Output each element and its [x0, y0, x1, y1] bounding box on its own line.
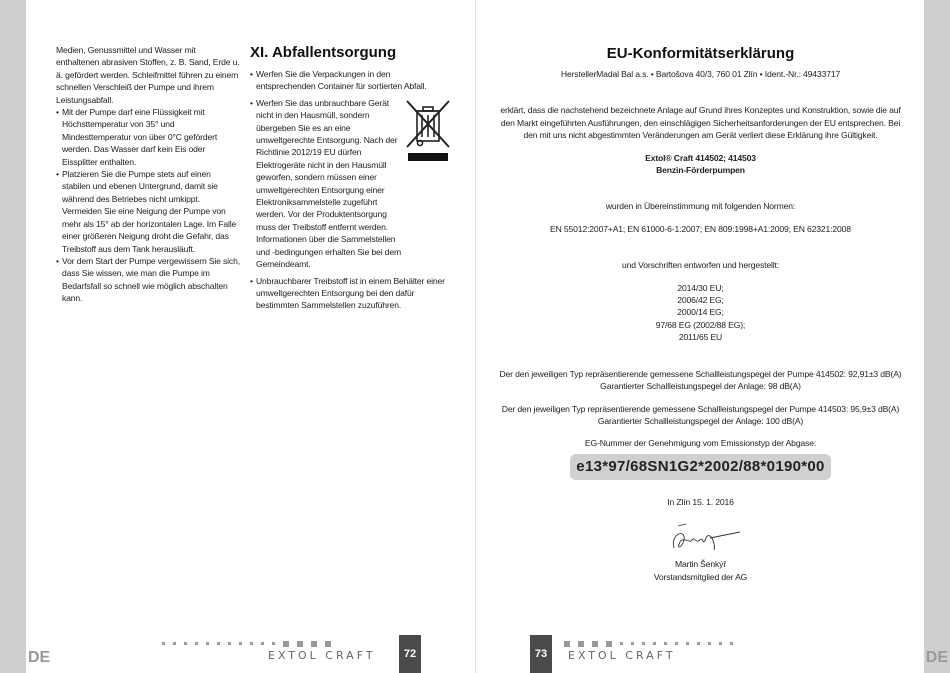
disposal-bullet-packaging: • Werfen Sie die Verpackungen in den entsprechenden Container für sortierten Abfall.	[250, 68, 450, 93]
declaration-statement: erklärt, dass die nachstehend bezeichnete Anlage auf Grund ihres Konzeptes und Konstruktion, sowie die auf den Markt eingeführten Ausführungen, den einschlägigen Sicherheitsanforderungen der EU entsprechen. Bei den mit uns nicht abgestimmten Veränderungen am Gerät verliert diese Erklärung ihre Gültigkeit.	[500, 105, 901, 141]
footer-dot	[675, 642, 678, 645]
product-name: Benzin-Förderpumpen	[656, 165, 745, 176]
language-label-right: DE	[925, 649, 948, 666]
norms-list: EN 55012:2007+A1; EN 61000-6-1:2007; EN 809:1998+A1:2009; EN 62321:2008	[550, 223, 851, 234]
emission-approval-number: e13*97/68SN1G2*2002/88*0190*00	[570, 454, 830, 480]
emission-label: EG-Nummer der Genehmigung vom Emissionstyp der Abgase:	[584, 438, 817, 449]
footer-dot	[730, 642, 733, 645]
footer-dot	[719, 642, 722, 645]
signer-name: Martin Šenkýř	[674, 559, 727, 570]
safety-bullet-placement: • Platzieren Sie die Pumpe stets auf einen stabilen und ebenen Untergrund, damit sie während des Betriebes nicht umkippt. Vermeiden Sie eine Neigung der Pumpe von mehr als 15° ab der horizontalen Lage. Im Falle einer größeren Neigung droht die Gefahr, das Treibstoff aus dem Tank herausläuft.	[56, 168, 240, 255]
footer-dots-left	[162, 641, 339, 647]
product-model: Extol® Craft 414502; 414503	[645, 152, 756, 163]
safety-bullet-shutdown: • Vor dem Start der Pumpe vergewissern Sie sich, dass Sie wissen, wie man die Pumpe im Bedarfsfall so schnell wie möglich abschalten kann.	[56, 255, 240, 305]
norms-intro: wurden in Übereinstimmung mit folgenden Normen:	[605, 201, 796, 212]
footer-dot	[261, 642, 264, 645]
language-label-left: DE	[28, 649, 51, 666]
page-73	[475, 0, 948, 673]
footer-dot	[653, 642, 656, 645]
disposal-device-text-b: müssen einer umweltgerechten Entsorgung einer Elektroniksammelstelle zugeführt werden. Vor der Produktentsorgung muss der Treibstoff entfernt werden. Informationen über die Sammelstellen und -bedingungen erhalten Sie bei dem Gemeindeamt.	[256, 172, 401, 270]
page-number-left: 72	[399, 635, 421, 673]
safety-intro: Medien, Genussmittel und Wasser mit enthaltenen abrasiven Stoffen, z. B. Sand, Erde u. ä. gefördert werden. Schleifmittel führen zu einem schnellen Verschleiß der Pumpe und ihrem Leistungsabfall.	[56, 45, 240, 105]
noise-414502-measured: Der den jeweiligen Typ repräsentierende gemessene Schallleistungspegel der Pumpe 414502: 92,91±3 dB(A)	[499, 368, 902, 379]
footer-dot	[664, 642, 667, 645]
footer-dot	[297, 641, 303, 647]
footer-dot	[620, 642, 623, 645]
footer-dot	[311, 641, 317, 647]
disposal-heading: XI. Abfallentsorgung	[250, 44, 397, 61]
footer-dot	[195, 642, 198, 645]
disposal-device-text-a: Werfen Sie das unbrauchbare Gerät nicht in den Hausmüll, sondern übergeben Sie es an eine umweltgerechte Entsorgung. Nach der Richtlinie 2012/19 EU dürfen Elektrogeräte nicht in den Hausmüll geworfen, sondern	[256, 97, 398, 183]
signature-image	[656, 514, 746, 558]
regulation-item: 2011/65 EU	[678, 332, 723, 343]
page-number-right: 73	[530, 635, 552, 673]
noise-414503-guaranteed: Garantierter Schallleistungspegel der Anlage: 100 dB(A)	[597, 415, 804, 426]
footer-dot	[686, 642, 689, 645]
signer-title: Vorstandsmitglied der AG	[653, 571, 748, 582]
disposal-column	[250, 44, 450, 312]
footer-dot	[217, 642, 220, 645]
footer-dot	[606, 641, 612, 647]
regulation-item: 97/68 EG (2002/88 EG);	[655, 319, 746, 330]
footer-dot	[564, 641, 570, 647]
footer-dot	[239, 642, 242, 645]
footer-dot	[592, 641, 598, 647]
declaration-content	[476, 44, 925, 583]
manufacturer-line: HerstellerMadal Bal a.s. • Bartošova 40/3, 760 01 Zlín • Ident.-Nr.: 49433717	[560, 69, 841, 79]
safety-column	[56, 44, 240, 305]
footer-dot	[325, 641, 331, 647]
left-edge-strip	[0, 0, 26, 673]
footer-dots-right	[564, 641, 741, 647]
noise-414503-measured: Der den jeweiligen Typ repräsentierende gemessene Schallleistungspegel der Pumpe 414503: 95,9±3 dB(A)	[501, 403, 900, 414]
page-72	[26, 0, 475, 673]
declaration-title: EU-Konformitätserklärung	[606, 45, 795, 62]
footer-dot	[631, 642, 634, 645]
footer-dot	[283, 641, 289, 647]
footer-dot	[250, 642, 253, 645]
place-date: In Zlín 15. 1. 2016	[667, 496, 734, 507]
footer-dot	[272, 642, 275, 645]
disposal-weee-block	[250, 97, 450, 271]
disposal-bullet-device	[250, 97, 450, 271]
footer-right	[476, 635, 948, 673]
regulation-item: 2000/14 EG;	[677, 307, 724, 318]
right-edge-strip	[924, 0, 950, 673]
footer-dot	[708, 642, 711, 645]
footer-left	[26, 635, 475, 673]
footer-dot	[642, 642, 645, 645]
footer-dot	[173, 642, 176, 645]
footer-dot	[184, 642, 187, 645]
footer-dot	[228, 642, 231, 645]
safety-bullet-temperature: • Mit der Pumpe darf eine Flüssigkeit mit Höchsttemperatur von 35° und Mindesttemperatur von über 0°C gefördert werden. Das Wasser darf kein Eis oder Eissplitter enthalten.	[56, 106, 240, 168]
regulation-item: 2006/42 EG;	[677, 295, 724, 306]
regulation-item: 2014/30 EU;	[677, 282, 724, 293]
disposal-bullet-fuel: • Unbrauchbarer Treibstoff ist in einem Behälter einer umweltgerechten Entsorgung bei den dafür bestimmten Sammelstellen zuzuführen.	[250, 275, 450, 312]
noise-414502-guaranteed: Garantierter Schallleistungspegel der Anlage: 98 dB(A)	[600, 381, 801, 392]
brand-logo-right: EXTOL CRAFT	[568, 649, 676, 662]
regulations-intro: und Vorschriften entworfen und hergestellt:	[622, 260, 779, 271]
brand-logo-left: EXTOL CRAFT	[268, 649, 376, 662]
footer-dot	[162, 642, 165, 645]
footer-dot	[578, 641, 584, 647]
footer-dot	[206, 642, 209, 645]
footer-dot	[697, 642, 700, 645]
